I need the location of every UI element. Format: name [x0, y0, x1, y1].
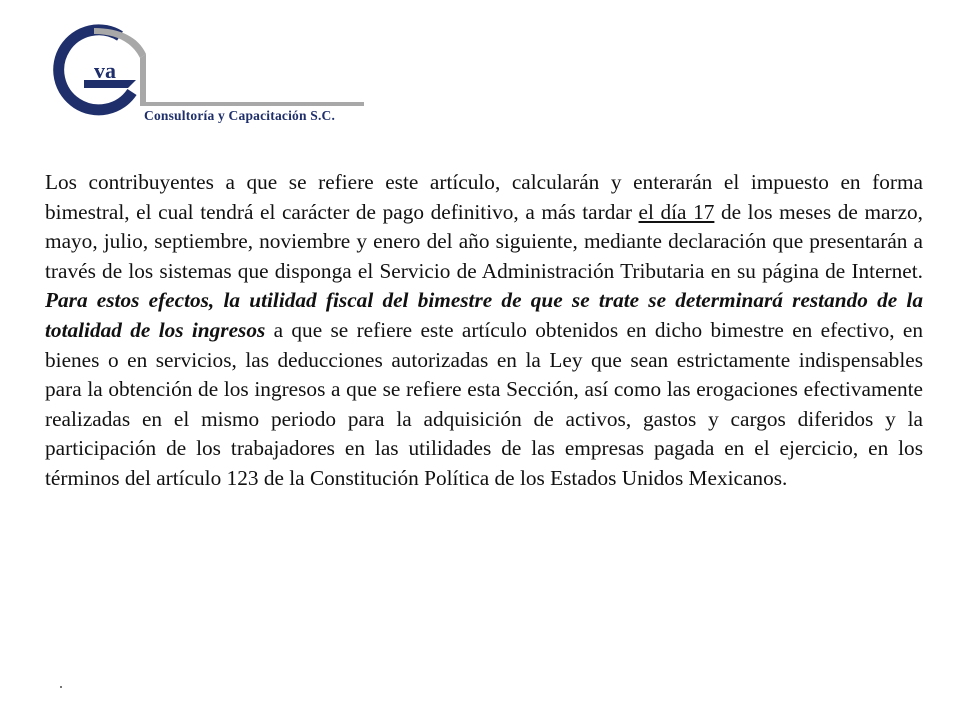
paragraph-text-part: Los contribuyentes a que se refiere este artículo, calcularán y enterarán el impuesto en forma bimestral, el cual tendrá el carácter de pago definitivo, a más tardar — [45, 170, 923, 224]
paragraph-text-part: de los meses de marzo, mayo, julio, septiembre, noviembre y enero del año siguiente, mediante declaración que presentarán a través de los sistemas que disponga el Servicio de Administración Tributaria en su página de Internet. — [45, 199, 923, 283]
paragraph-text-part: a que se refiere este artículo obtenidos en dicho bimestre en efectivo, en bienes o en servicios, las deducciones autorizadas en la Ley que sean estrictamente indispensables para la obtención de los ingresos a que se refiere esta Sección, así como las erogaciones efectivamente realizadas en el mismo periodo para la adquisición de activos, gastos y cargos diferidos y la participación de los trabajadores en las utilidades de las empresas pagada en el ejercicio, en los términos del artículo 123 de la Constitución Política de los Estados Unidos Mexicanos. — [45, 317, 923, 490]
underlined-deadline: el día 17 — [638, 199, 715, 224]
footer-dot — [60, 686, 62, 688]
logo-gray-stem — [140, 54, 146, 102]
logo-gray-swoosh — [94, 28, 146, 58]
company-logo — [28, 22, 368, 132]
logo-tagline: Consultoría y Capacitación S.C. — [144, 108, 336, 123]
logo-letters: va — [94, 58, 116, 83]
emphasized-text: Para estos efectos, la utilidad fiscal del bimestre de que se trate se determinará restando de la totalidad de los ingresos — [45, 288, 923, 342]
logo-gray-line — [140, 102, 364, 106]
article-paragraph — [45, 168, 923, 494]
